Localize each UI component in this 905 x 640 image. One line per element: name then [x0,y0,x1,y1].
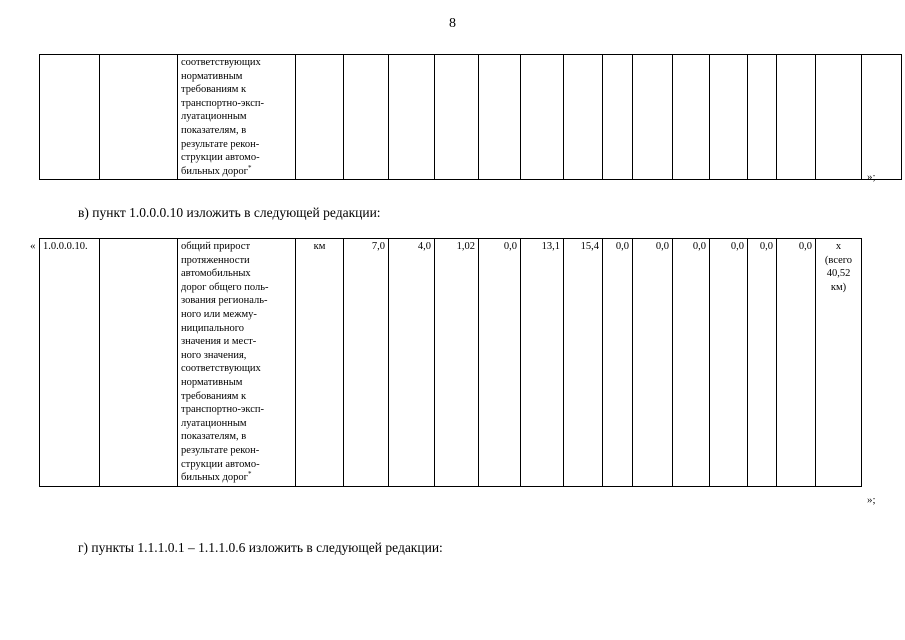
empty-cell [100,55,178,180]
description-line: автомобильных [181,268,251,280]
description-line: протяженности [181,254,250,266]
value-cell [603,55,633,180]
description-line: соответствующих [181,363,261,375]
value-cell [479,55,521,180]
description-line: нормативным [181,376,243,388]
description-line: струкции автомо- [181,458,260,470]
description-cell [178,55,296,180]
description-line: ного значения, [181,349,247,361]
description-line-last [181,165,292,179]
description-line: струкции автомо- [181,152,260,164]
value-cell: 0,0 [673,239,710,487]
note-cell [816,239,862,487]
paragraph-g: г) пункты 1.1.1.0.1 – 1.1.1.0.6 изложить в следующей редакции: [78,540,443,555]
description-line: общий прирост [181,241,251,252]
description-line: зования региональ- [181,295,268,307]
value-cell: 0,0 [748,239,777,487]
value-cell [673,55,710,180]
value-cell [710,55,748,180]
value-cell [344,55,389,180]
footnote-mark: * [247,163,252,172]
code-cell: 1.0.0.0.10. [40,239,100,487]
value-cell [521,55,564,180]
page-number: 8 [449,16,456,31]
footnote-mark: * [247,470,252,479]
unit-cell [296,55,344,180]
value-cell: 13,1 [521,239,564,487]
value-cell [816,55,862,180]
description-line: требованиям к [181,390,247,402]
closing-quote: »; [867,494,876,506]
value-cell [748,55,777,180]
description-line: результате рекон- [181,444,260,456]
description-line: луатационным [181,417,247,429]
note-cell [862,55,902,180]
description-text: бильных дорог [181,165,248,177]
value-cell: 0,0 [479,239,521,487]
value-cell: 7,0 [344,239,389,487]
description-line: значения и мест- [181,336,257,348]
table-row [40,239,902,487]
description-line: ного или межму- [181,308,257,320]
description-line: транспортно-эксп- [181,404,264,416]
note-line: х [835,241,842,252]
value-cell [633,55,673,180]
description-line-last [181,471,292,485]
value-cell: 0,0 [710,239,748,487]
description-line: соответствующих [181,57,261,68]
value-cell: 0,0 [633,239,673,487]
description-line: результате рекон- [181,138,260,150]
value-cell: 4,0 [389,239,435,487]
closing-quote: »; [867,171,876,183]
value-cell: 15,4 [564,239,603,487]
note-line: км) [830,281,847,293]
value-cell [389,55,435,180]
note-line: 40,52 [826,268,851,280]
empty-cell [100,239,178,487]
description-line: ниципального [181,322,245,334]
description-text: бильных дорог [181,472,248,484]
description-line: показателям, в [181,124,247,136]
unit-cell: км [296,239,344,487]
value-cell: 1,02 [435,239,479,487]
description-line: требованиям к [181,84,247,96]
description-line: дорог общего поль- [181,281,269,293]
table-row [40,55,902,180]
indicator-table [39,238,902,487]
value-cell: 0,0 [603,239,633,487]
value-cell [564,55,603,180]
value-cell [777,55,816,180]
value-cell [435,55,479,180]
code-cell [40,55,100,180]
description-line: показателям, в [181,431,247,443]
description-line: транспортно-эксп- [181,97,264,109]
description-line: нормативным [181,70,243,82]
opening-quote: « [30,240,36,252]
indicator-table-continuation [39,54,902,180]
description-cell [178,239,296,487]
value-cell: 0,0 [777,239,816,487]
note-line: (всего [824,254,853,266]
paragraph-v: в) пункт 1.0.0.0.10 изложить в следующей редакции: [78,205,381,220]
description-line: луатационным [181,111,247,123]
